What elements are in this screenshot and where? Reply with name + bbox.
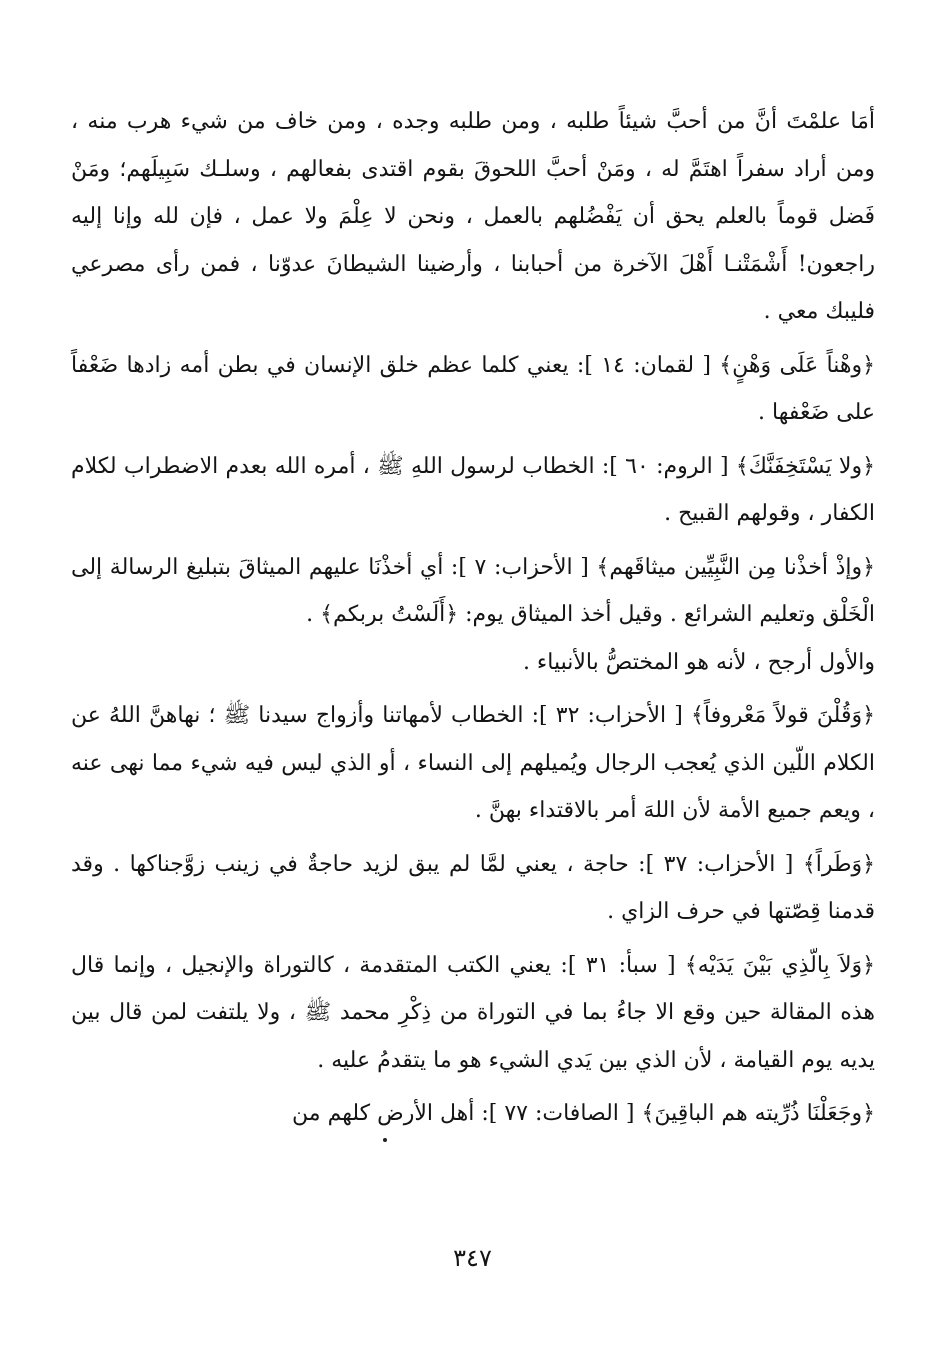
- paragraph-ahzab-37: ﴿وَطَراً﴾ [ الأحزاب: ٣٧ ]: حاجة ، يعني لمَّا لم يبق لزيد حاجةٌ في زينب زوَّجناكها . وقد قدمنا قِصّتها في حرف الزاي .: [71, 851, 875, 924]
- body-text: [71, 98, 875, 1138]
- paragraph-ahzab-32: ﴿وَقُلْنَ قولاً مَعْروفاً﴾ [ الأحزاب: ٣٢ ]: الخطاب لأمهاتنا وأزواج سيدنا ﷺ ؛ نهاهنَّ اللهُ عن الكلام اللّين الذي يُعجب الرجال ويُميلهم إلى النساء ، أو الذي ليس فيه شيء مما نهى عنه ، ويعم جميع الأمة لأن اللهَ أمر بالاقتداء بهنَّ .: [71, 703, 875, 823]
- paragraph-intro: أمَا علمْتَ أنَّ من أحبَّ شيئاً طلبه ، ومن طلبه وجده ، ومن خاف من شيء هرب منه ، ومن أراد سفراً اهتَمَّ له ، ومَنْ أحبَّ اللحوقَ بقوم اقتدى بفعالهم ، وسلـك سَبِيلَهم؛ ومَنْ فَضل قوماً بالعلم يحق أن يَفْضُلهم بالعمل ، ونحن لا عِلْمَ ولا عمل ، فإن لله وإنا إليه راجعون! أَشْمَتْنـا أَهْلَ الآخرة من أحبابنا ، وأرضينا الشيطانَ عدوّنا ، فمن رأى مصرعي فليبك معي .: [71, 109, 875, 324]
- page-number: ٣٤٧: [453, 1244, 492, 1272]
- scan-speck: [383, 1138, 387, 1142]
- paragraph-preference: والأول أرجح ، لأنه هو المختصُّ بالأنبياء .: [522, 649, 875, 675]
- paragraph-saffat: ﴿وجَعَلْنَا ذُرِّيته هم الباقِينَ﴾ [ الصافات: ٧٧ ]: أهل الأرض كلهم من: [292, 1101, 875, 1126]
- paragraph-luqman: ﴿وهْناً عَلَى وَهْنٍ﴾ [ لقمان: ١٤ ]: يعني كلما عظم خلق الإنسان في بطن أمه زادها ضَعْفاً على ضَعْفها .: [71, 352, 875, 425]
- paragraph-ahzab-7: ﴿وإذْ أخذْنا مِن النَّبِيِّين ميثاقَهم﴾ [ الأحزاب: ٧ ]: أي أخذْنَا عليهم الميثاقَ بتبليغ الرسالة إلى الْخَلْق وتعليم الشرائع . وقيل أخذ الميثاق يوم: ﴿أَلَسْتُ بربكم﴾ .: [71, 554, 876, 627]
- paragraph-rum: ﴿ولا يَسْتَخِفَنَّكَ﴾ [ الروم: ٦٠ ]: الخطاب لرسول اللهِ ﷺ ، أمره الله بعدم الاضطراب لكلام الكفار ، وقولهم القبيح .: [71, 453, 875, 526]
- paragraph-saba: ﴿وَلاَ بِالّذِي بَيْنَ يَدَيْه﴾ [ سبأ: ٣١ ]: يعني الكتب المتقدمة ، كالتوراة والإنجيل ، وإنما قال هذه المقالة حين وقع الا جاءُ بما في التوراة من ذِكْرِ محمد ﷺ ، ولا يلتفت لمن قال بين يديه يوم القيامة ، لأن الذي بين يَدي الشيء هو ما يتقدمُ عليه .: [71, 952, 876, 1073]
